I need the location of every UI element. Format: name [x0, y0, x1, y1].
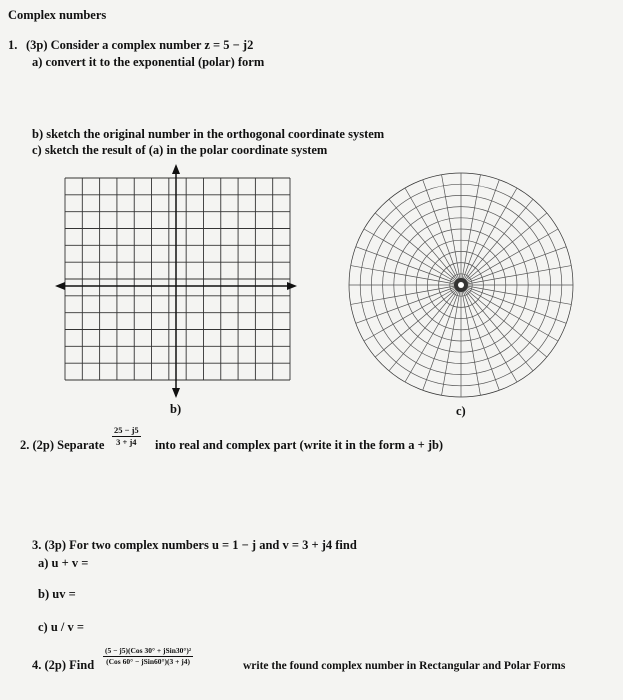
real-axis-arrow-right — [287, 282, 297, 290]
q4-prefix: 4. (2p) Find — [32, 658, 95, 672]
q2-suffix: into real and complex part (write it in the form a + jb) — [155, 438, 444, 452]
q2-fraction — [112, 426, 141, 446]
q2-prefix: 2. (2p) Separate — [20, 438, 105, 452]
q2-frac-num: 25 − j5 — [114, 425, 139, 435]
label-b: b) — [170, 402, 182, 416]
q4-fraction — [103, 647, 193, 665]
q3-part-b: b) uv = — [38, 587, 76, 601]
q3-text: 3. (3p) For two complex numbers u = 1 − j and v = 3 + j4 find — [32, 538, 357, 552]
polar-center-hole — [458, 282, 464, 288]
q1-number: 1. — [8, 38, 18, 52]
imag-axis-arrow-down — [172, 388, 180, 398]
q3-part-a: a) u + v = — [38, 556, 89, 570]
q4-suffix: write the found complex number in Rectangular and Polar Forms — [243, 660, 566, 672]
q1-text: (3p) Consider a complex number z = 5 − j2 — [26, 38, 254, 52]
imag-axis-arrow-up — [172, 164, 180, 174]
page-title: Complex numbers — [8, 8, 107, 22]
q4-frac-den: (Cos 60° − jSin60°)(3 + j4) — [106, 656, 191, 666]
q1-part-a: a) convert it to the exponential (polar) form — [32, 55, 265, 69]
q1-part-b: b) sketch the original number in the orthogonal coordinate system — [32, 127, 385, 141]
q1-part-c: c) sketch the result of (a) in the polar coordinate system — [32, 143, 328, 157]
q3-part-c: c) u / v = — [38, 620, 85, 634]
label-c: c) — [456, 404, 466, 418]
q2-frac-den: 3 + j4 — [116, 436, 137, 447]
q4-frac-num: (5 − j5)(Cos 30° + jSin30°)² — [105, 646, 192, 655]
real-axis-arrow-left — [55, 282, 65, 290]
